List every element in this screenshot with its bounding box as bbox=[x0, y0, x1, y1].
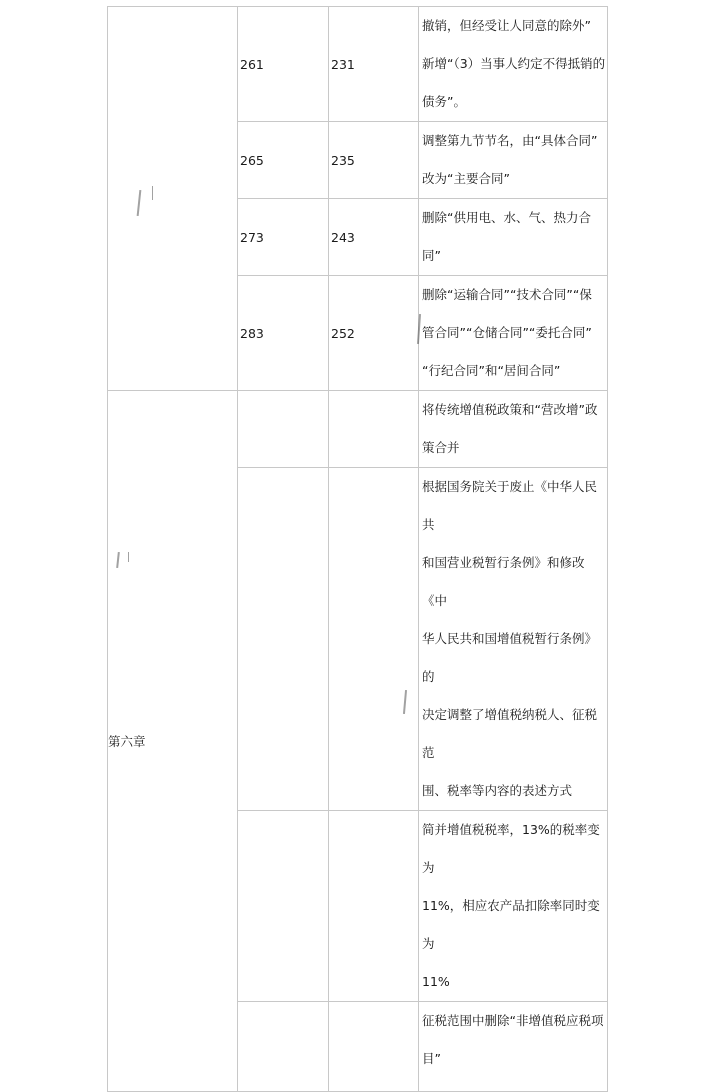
old-article-number bbox=[238, 1002, 329, 1092]
new-article-number bbox=[329, 811, 419, 1002]
description-line: 根据国务院关于废止《中华人民共 bbox=[422, 479, 598, 532]
new-article-number bbox=[329, 468, 419, 811]
description-line: 新增“（3）当事人约定不得抵销的 bbox=[422, 56, 606, 71]
change-description bbox=[419, 199, 608, 276]
amendment-table bbox=[107, 6, 608, 1092]
description-line: 删除“供用电、水、气、热力合同” bbox=[422, 210, 591, 263]
description-line: 策合并 bbox=[422, 440, 460, 455]
description-line: “行纪合同”和“居间合同” bbox=[422, 363, 561, 378]
table-row bbox=[108, 391, 608, 468]
description-line: 决定调整了增值税纳税人、征税范 bbox=[422, 707, 598, 760]
description-line: 管合同”“仓储合同”“委托合同” bbox=[422, 325, 592, 340]
description-line: 将传统增值税政策和“营改增”政 bbox=[422, 402, 598, 417]
old-article-number: 273 bbox=[238, 199, 329, 276]
description-line: 围、税率等内容的表述方式 bbox=[422, 783, 573, 798]
description-line: 调整第九节节名，由“具体合同” bbox=[422, 133, 598, 148]
description-line: 债务”。 bbox=[422, 94, 466, 109]
new-article-number: 231 bbox=[329, 7, 419, 122]
new-article-number: 252 bbox=[329, 276, 419, 391]
change-description bbox=[419, 276, 608, 391]
new-article-number bbox=[329, 391, 419, 468]
description-line: 11%，相应农产品扣除率同时变为 bbox=[422, 898, 600, 951]
description-line: 简并增值税税率，13%的税率变为 bbox=[422, 822, 600, 875]
description-line: 和国营业税暂行条例》和修改《中 bbox=[422, 555, 585, 608]
old-article-number: 265 bbox=[238, 122, 329, 199]
old-article-number: 283 bbox=[238, 276, 329, 391]
old-article-number bbox=[238, 811, 329, 1002]
description-line: 撤销，但经受让人同意的除外” bbox=[422, 18, 591, 33]
scan-mark bbox=[152, 186, 153, 200]
old-article-number bbox=[238, 468, 329, 811]
change-description bbox=[419, 391, 608, 468]
scan-mark bbox=[128, 552, 129, 562]
description-line: 征税范围中删除“非增值税应税项 bbox=[422, 1013, 604, 1028]
description-line: 目” bbox=[422, 1051, 441, 1066]
chapter-label: 第六章 bbox=[108, 391, 238, 1092]
new-article-number bbox=[329, 1002, 419, 1092]
change-description bbox=[419, 468, 608, 811]
description-line: 改为“主要合同” bbox=[422, 171, 510, 186]
new-article-number: 235 bbox=[329, 122, 419, 199]
change-description bbox=[419, 122, 608, 199]
new-article-number: 243 bbox=[329, 199, 419, 276]
description-line: 11% bbox=[422, 974, 450, 989]
old-article-number bbox=[238, 391, 329, 468]
table-row bbox=[108, 7, 608, 122]
change-description bbox=[419, 811, 608, 1002]
description-line: 华人民共和国增值税暂行条例》的 bbox=[422, 631, 598, 684]
change-description bbox=[419, 1002, 608, 1092]
description-line: 删除“运输合同”“技术合同”“保 bbox=[422, 287, 592, 302]
chapter-cell-previous bbox=[108, 7, 238, 391]
old-article-number: 261 bbox=[238, 7, 329, 122]
change-description bbox=[419, 7, 608, 122]
